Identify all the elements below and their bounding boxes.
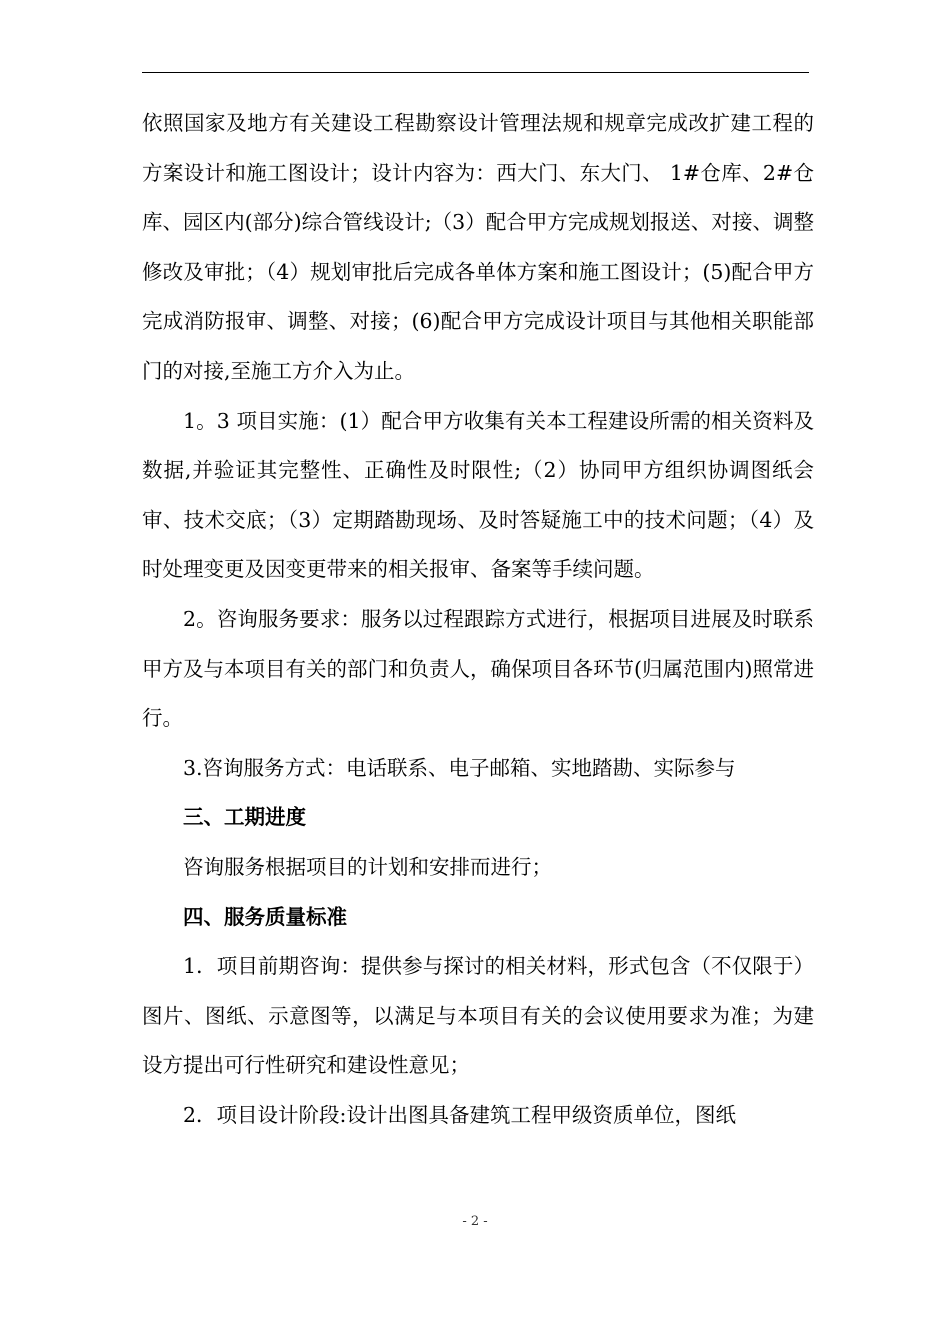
paragraph-consulting-methods: 3.咨询服务方式：电话联系、电子邮箱、实地踏勘、实际参与: [183, 755, 736, 780]
paragraph-design-scope: 依照国家及地方有关建设工程勘察设计管理法规和规章完成改扩建工程的方案设计和施工图设计；设计内容为：西大门、东大门、 1#仓库、2#仓库、园区内(部分)综合管线设计;（3）配合甲方完成规划报送、对接、调整修改及审批；（4）规划审批后完成各单体方案和施工图设计；(5)配合甲方完成消防报审、调整、对接；(6)配合甲方完成设计项目与其他相关职能部门的对接,至施工方介入为止。: [142, 111, 814, 383]
paragraph-project-implementation: 1。3 项目实施：(1）配合甲方收集有关本工程建设所需的相关资料及数据,并验证其完整性、正确性及时限性;（2）协同甲方组织协调图纸会审、技术交底；（3）定期踏勘现场、及时答疑施工中的技术问题；（4）及时处理变更及因变更带来的相关报审、备案等手续问题。: [142, 408, 814, 582]
document-body: [142, 99, 814, 1140]
heading-schedule: 三、工期进度: [183, 805, 306, 830]
page-number: - 2 -: [462, 1214, 488, 1229]
header-rule: [142, 72, 809, 73]
paragraph-preliminary-consulting: 1．项目前期咨询：提供参与探讨的相关材料，形式包含（不仅限于）图片、图纸、示意图等，以满足与本项目有关的会议使用要求为准；为建设方提出可行性研究和建设性意见；: [142, 954, 814, 1078]
paragraph-schedule: 咨询服务根据项目的计划和安排而进行；: [183, 854, 552, 879]
paragraph-design-stage: 2．项目设计阶段:设计出图具备建筑工程甲级资质单位，图纸: [183, 1102, 736, 1127]
paragraph-consulting-requirements: 2。咨询服务要求：服务以过程跟踪方式进行，根据项目进展及时联系甲方及与本项目有关的部门和负责人，确保项目各环节(归属范围内)照常进行。: [142, 606, 814, 731]
heading-quality-standards: 四、服务质量标准: [183, 904, 347, 929]
